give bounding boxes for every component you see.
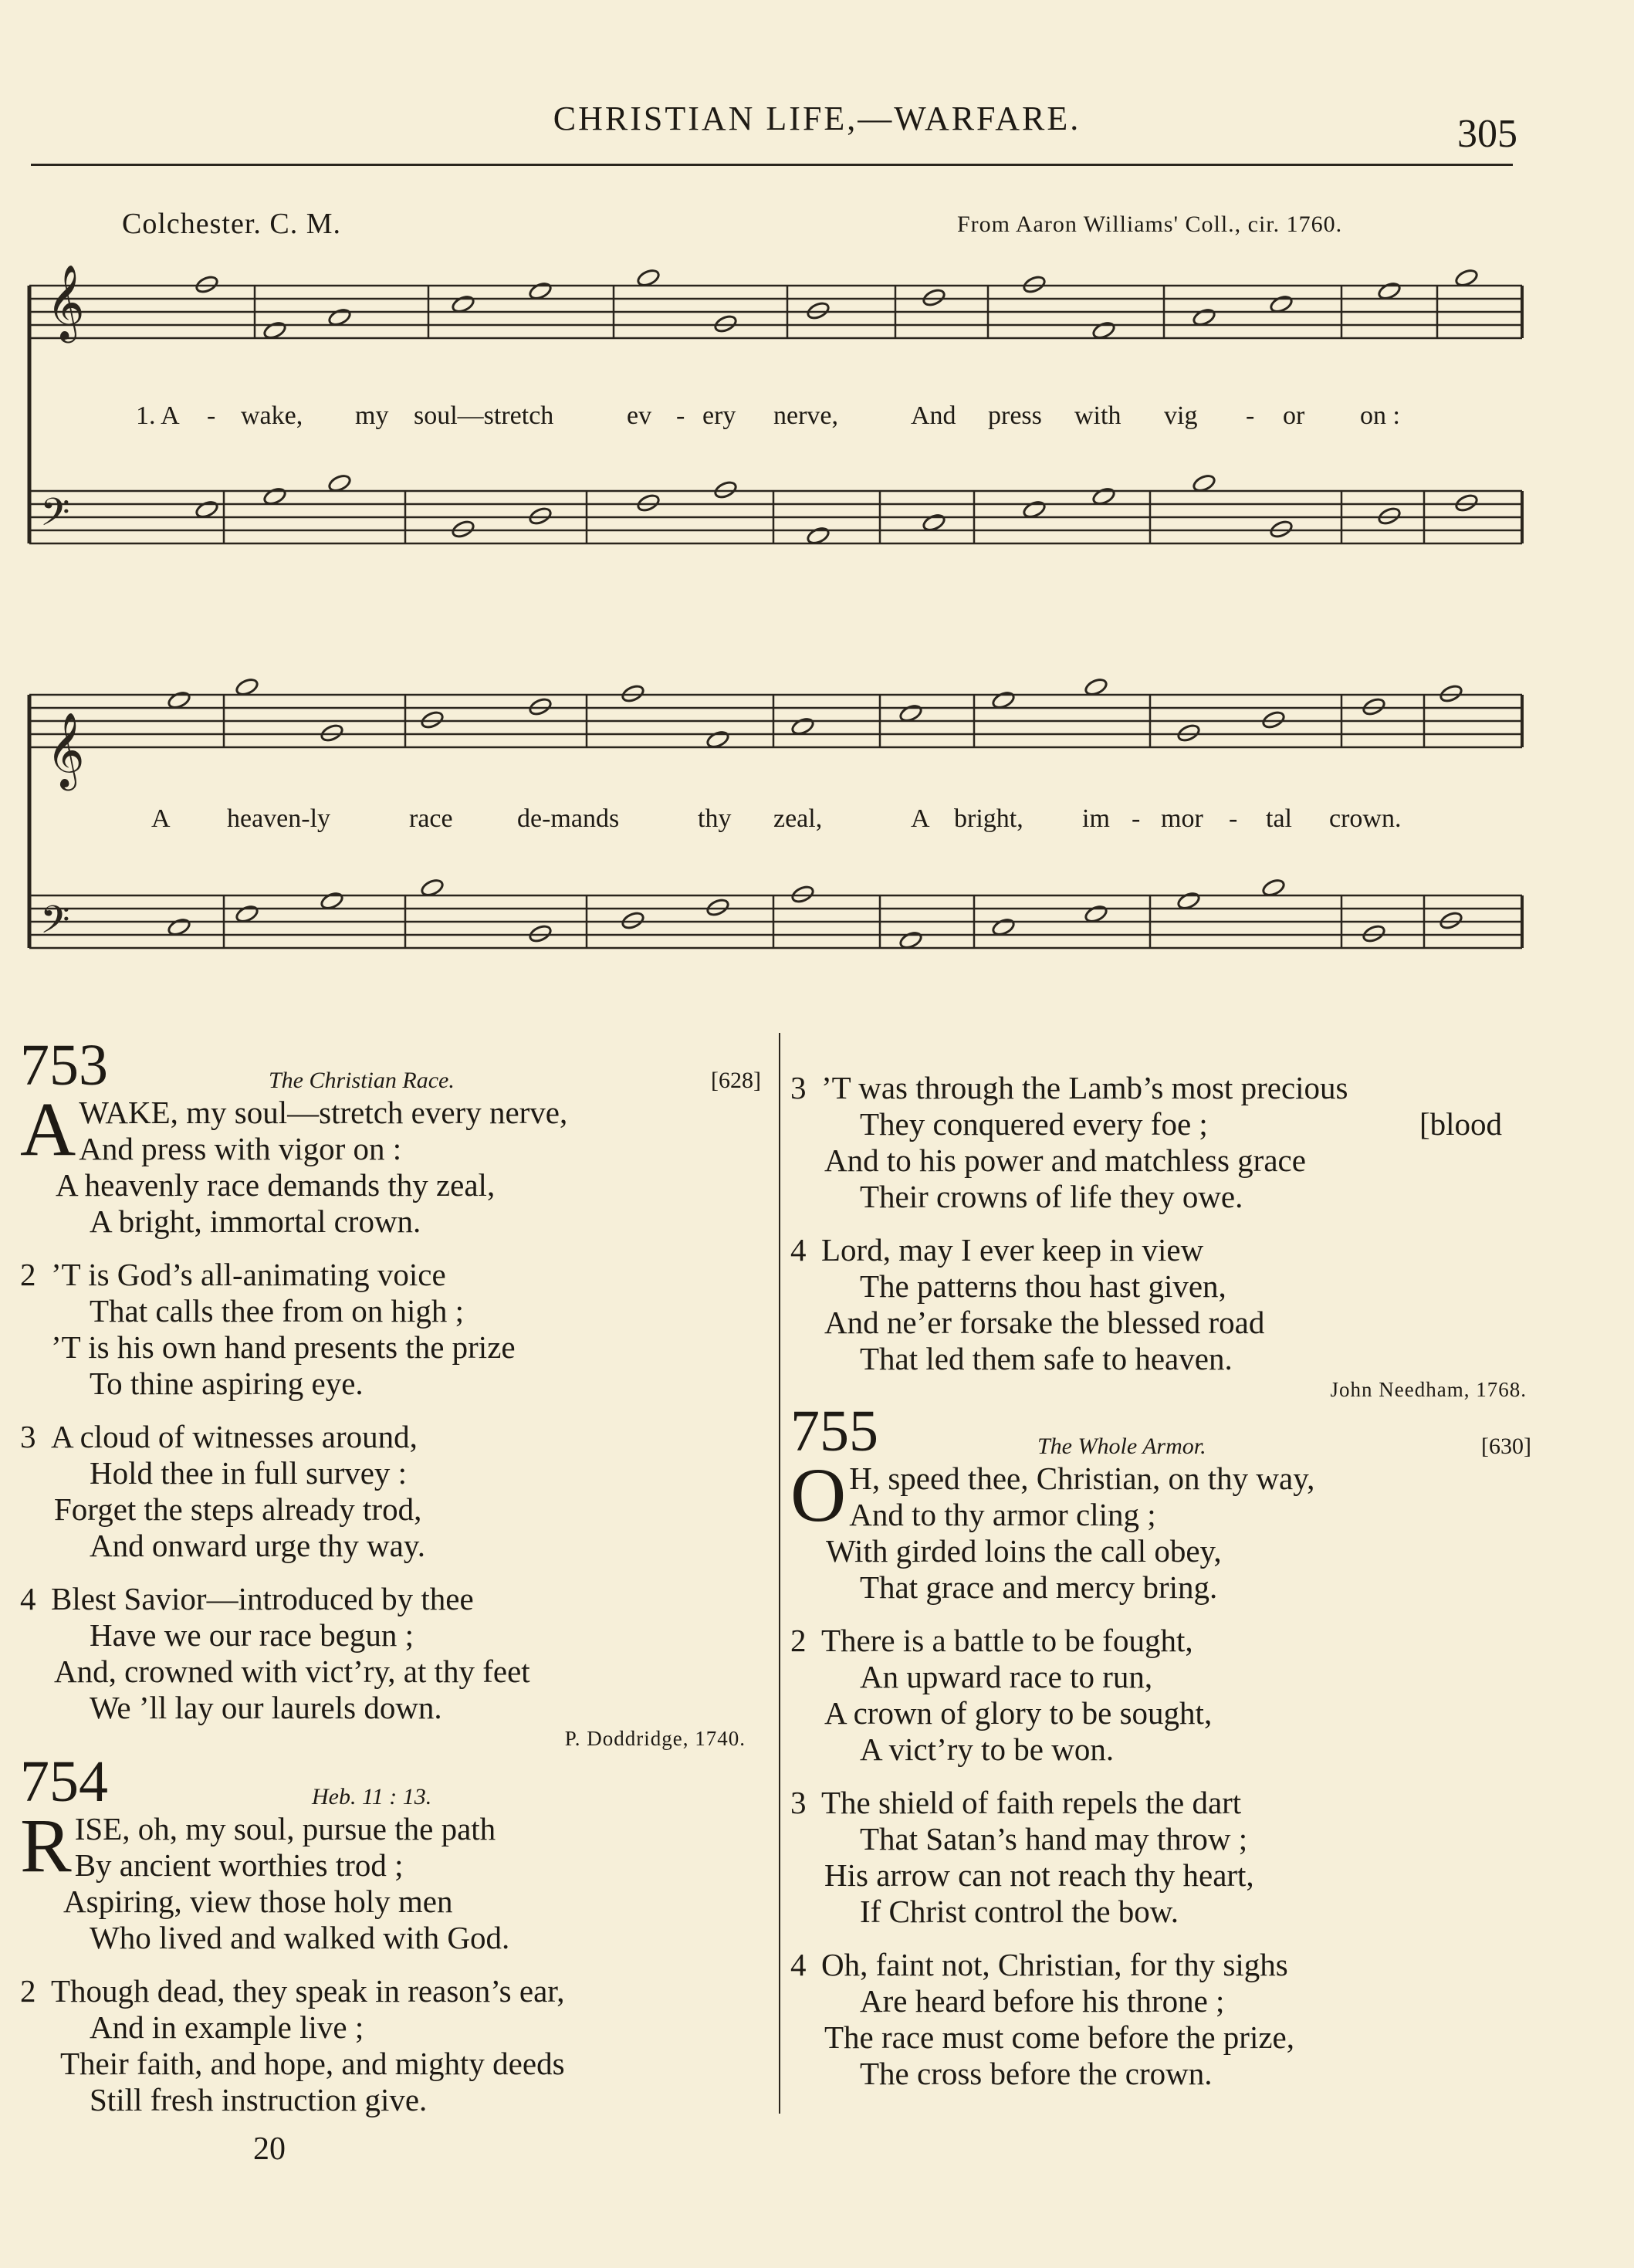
verse-number: 2 <box>20 1973 36 2009</box>
verse-line: Who lived and walked with God. <box>90 1920 510 1955</box>
lyric-syllable: de-mands <box>517 804 620 833</box>
verse-line: A bright, immortal crown. <box>90 1203 421 1239</box>
verse-line: If Christ control the bow. <box>860 1894 1179 1929</box>
hymn-title: The Whole Armor. <box>1037 1434 1206 1459</box>
verse-line: That grace and mercy bring. <box>860 1569 1218 1605</box>
verse-line: The race must come before the prize, <box>824 2019 1294 2055</box>
hymn-title: Heb. 11 : 13. <box>312 1784 432 1809</box>
lyric-syllable: vig <box>1164 401 1198 430</box>
lyric-syllable: zeal, <box>773 804 823 833</box>
hymn-author: P. Doddridge, 1740. <box>564 1727 746 1750</box>
column-divider <box>779 1033 780 2114</box>
verse-line: And ne’er forsake the blessed road <box>824 1305 1265 1340</box>
lyric-syllable: with <box>1074 401 1121 430</box>
hymn-number: 754 <box>20 1749 108 1814</box>
verse-line: And in example live ; <box>90 2009 364 2045</box>
verse-number: 4 <box>20 1581 36 1616</box>
verse-line: And press with vigor on : <box>79 1131 402 1166</box>
drop-cap: O <box>790 1452 847 1538</box>
hymn-754-header <box>20 1749 761 1814</box>
page-number: 305 <box>1457 112 1517 156</box>
hymn-755-verse-1 <box>790 1452 1531 1606</box>
lyric-syllable: 1. A <box>136 401 180 430</box>
svg-text:𝄞: 𝄞 <box>46 712 85 787</box>
verse-line: The cross before the crown. <box>860 2056 1213 2091</box>
hymn-755-verse-3 <box>790 1785 1531 1930</box>
lyric-syllable: - <box>1229 804 1238 833</box>
verse-line: Blest Savior—introduced by thee <box>51 1581 474 1616</box>
verse-number: 2 <box>790 1623 807 1658</box>
hymn-753-verse-4 <box>20 1581 761 1726</box>
verse-line: To thine aspiring eye. <box>90 1366 364 1401</box>
hymn-754-verse-2 <box>20 1973 761 2118</box>
svg-text:𝄢: 𝄢 <box>40 898 70 952</box>
lyric-syllable: - <box>207 401 216 430</box>
verse-line: An upward race to run, <box>860 1659 1153 1694</box>
lyric-syllable: - <box>1246 401 1255 430</box>
left-column <box>20 1033 761 2118</box>
verse-line: That led them safe to heaven. <box>860 1341 1233 1376</box>
verse-line: And, crowned with vict’ry, at thy feet <box>54 1654 530 1689</box>
right-column <box>790 1070 1531 2092</box>
verse-line: The patterns thou hast given, <box>860 1268 1226 1304</box>
hymn-753-verse-1 <box>20 1086 761 1240</box>
verse-line: Are heard before his throne ; <box>860 1983 1225 2019</box>
verse-line: Oh, faint not, Christian, for thy sighs <box>821 1947 1288 1982</box>
lyric-syllable: tal <box>1266 804 1292 833</box>
hymn-754-verse-4 <box>790 1232 1531 1377</box>
lyric-syllable: And <box>911 401 956 430</box>
lyric-syllable: A <box>151 804 171 833</box>
lyric-syllable: mor <box>1161 804 1203 833</box>
verse-line: Hold thee in full survey : <box>90 1455 408 1491</box>
lyric-syllable: nerve, <box>773 401 839 430</box>
verse-line: A cloud of witnesses around, <box>51 1419 418 1454</box>
drop-cap: R <box>20 1803 72 1888</box>
hymn-755-verse-4 <box>790 1947 1531 2092</box>
lyric-syllable: thy <box>698 804 732 833</box>
verse-line: His arrow can not reach thy heart, <box>824 1857 1254 1893</box>
verse-line: Their faith, and hope, and mighty deeds <box>60 2046 565 2081</box>
running-head: CHRISTIAN LIFE,—WARFARE. <box>553 100 1081 137</box>
hymn-number: 753 <box>20 1033 108 1098</box>
lyric-syllable: or <box>1283 401 1305 430</box>
verse-line: That calls thee from on high ; <box>90 1293 465 1329</box>
lyric-syllable: A <box>911 804 930 833</box>
verse-line: Aspiring, view those holy men <box>63 1884 453 1919</box>
lyric-syllable: race <box>409 804 453 833</box>
verse-line: H, speed thee, Christian, on thy way, <box>849 1461 1315 1496</box>
hymn-number: 755 <box>790 1399 878 1464</box>
verse-line: WAKE, my soul—stretch every nerve, <box>79 1095 568 1130</box>
lyric-syllable: wake, <box>241 401 303 430</box>
hymn-753-verse-3 <box>20 1419 761 1564</box>
hymn-755-header <box>790 1399 1531 1464</box>
verse-line: That Satan’s hand may throw ; <box>860 1821 1248 1857</box>
music-score <box>0 0 1634 1019</box>
verse-number: 4 <box>790 1232 807 1268</box>
lyric-syllable: ev <box>627 401 652 430</box>
verse-line: A vict’ry to be won. <box>860 1731 1115 1767</box>
verse-number: 3 <box>790 1785 807 1820</box>
signature-mark: 20 <box>253 2131 286 2167</box>
verse-line: ’T is his own hand presents the prize <box>51 1329 516 1365</box>
verse-line: And to thy armor cling ; <box>849 1497 1156 1532</box>
svg-text:𝄞: 𝄞 <box>46 264 85 340</box>
verse-line: They conquered every foe ; <box>860 1106 1208 1142</box>
lyric-syllable: - <box>1132 804 1141 833</box>
verse-line: A crown of glory to be sought, <box>824 1695 1213 1731</box>
verse-line: Their crowns of life they owe. <box>860 1179 1243 1214</box>
verse-number: 3 <box>790 1070 807 1105</box>
hymn-753-verse-2 <box>20 1257 761 1402</box>
hymn-reference: [630] <box>1481 1434 1531 1459</box>
hymn-reference: [628] <box>711 1068 761 1093</box>
lyric-syllable: on : <box>1360 401 1400 430</box>
verse-line: ’T was through the Lamb’s most precious <box>821 1070 1348 1105</box>
verse-number: 2 <box>20 1257 36 1292</box>
verse-line: There is a battle to be fought, <box>821 1623 1193 1658</box>
hymn-753-header <box>20 1033 761 1098</box>
verse-line: ISE, oh, my soul, pursue the path <box>74 1811 496 1847</box>
lyrics-line-1 <box>0 401 1634 435</box>
lyric-syllable: soul—stretch <box>414 401 554 430</box>
lyric-syllable: ery <box>702 401 736 430</box>
lyric-syllable: bright, <box>954 804 1023 833</box>
verse-line: ’T is God’s all-animating voice <box>51 1257 446 1292</box>
lyric-syllable: heaven-ly <box>227 804 331 833</box>
hymn-author: John Needham, 1768. <box>1330 1378 1527 1401</box>
drop-cap: A <box>20 1086 76 1172</box>
lyric-syllable: crown. <box>1329 804 1402 833</box>
verse-line: By ancient worthies trod ; <box>74 1847 404 1883</box>
verse-line: With girded loins the call obey, <box>826 1533 1222 1569</box>
verse-number: 3 <box>20 1419 36 1454</box>
lyric-syllable: - <box>676 401 685 430</box>
verse-number: 4 <box>790 1947 807 1982</box>
lyrics-line-2 <box>0 804 1634 838</box>
verse-line: Though dead, they speak in reason’s ear, <box>51 1973 565 2009</box>
lyric-syllable: my <box>355 401 389 430</box>
hymn-754-verse-1 <box>20 1803 761 1956</box>
verse-line: We ’ll lay our laurels down. <box>90 1690 442 1725</box>
hymn-755-verse-2 <box>790 1623 1531 1768</box>
verse-line-turnover: [blood <box>1419 1106 1503 1142</box>
verse-line: Forget the steps already trod, <box>54 1491 422 1527</box>
lyric-syllable: im <box>1082 804 1110 833</box>
hymn-754-verse-3 <box>790 1070 1531 1215</box>
tune-source: From Aaron Williams' Coll., cir. 1760. <box>957 212 1343 237</box>
tune-name: Colchester. C. M. <box>122 208 342 240</box>
verse-line: Lord, may I ever keep in view <box>821 1232 1204 1268</box>
lyric-syllable: press <box>988 401 1042 430</box>
verse-line: And to his power and matchless grace <box>824 1142 1306 1178</box>
verse-line: A heavenly race demands thy zeal, <box>56 1167 496 1203</box>
verse-line: The shield of faith repels the dart <box>821 1785 1242 1820</box>
hymn-title: The Christian Race. <box>269 1068 455 1093</box>
verse-line: Have we our race begun ; <box>90 1617 414 1653</box>
verse-line: And onward urge thy way. <box>90 1528 425 1563</box>
svg-text:𝄢: 𝄢 <box>40 490 70 544</box>
verse-line: Still fresh instruction give. <box>90 2082 428 2117</box>
